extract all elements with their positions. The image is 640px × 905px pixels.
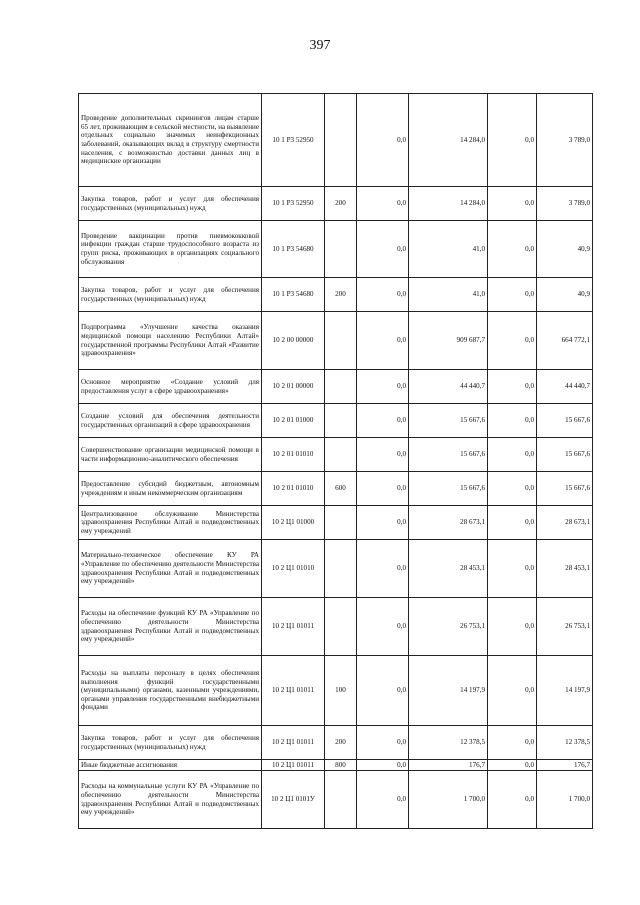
row-value-3: 0,0: [488, 404, 537, 438]
table-row: [79, 221, 593, 278]
row-value-1: 0,0: [357, 540, 409, 598]
row-code: 10 2 01 00000: [262, 370, 325, 404]
row-value-1: 0,0: [357, 656, 409, 726]
row-code: 10 1 P3 52950: [262, 94, 325, 187]
row-value-2: 15 667,6: [409, 404, 488, 438]
row-name: Предоставление субсидий бюджетным, автономным учреждениям и иным некоммерческим организациям: [79, 472, 262, 506]
row-expense-type: [325, 771, 357, 829]
row-value-4: 44 440,7: [537, 370, 593, 404]
row-value-3: 0,0: [488, 221, 537, 278]
row-expense-type: [325, 540, 357, 598]
row-code: 10 2 01 01010: [262, 472, 325, 506]
row-expense-type: 200: [325, 187, 357, 221]
row-name: Иные бюджетные ассигнования: [79, 760, 262, 771]
row-value-4: 40,9: [537, 278, 593, 312]
row-value-4: 15 667,6: [537, 438, 593, 472]
row-name: Проведение вакцинации против пневмококковой инфекции граждан старше трудоспособного возраста из групп риска, проживающих в организациях социального обслуживания: [79, 221, 262, 278]
table-row: [79, 94, 593, 187]
row-value-4: 28 673,1: [537, 506, 593, 540]
row-expense-type: 100: [325, 656, 357, 726]
row-value-1: 0,0: [357, 726, 409, 760]
row-code: 10 2 Ц1 01011: [262, 656, 325, 726]
row-value-2: 14 284,0: [409, 187, 488, 221]
row-code: 10 2 Ц1 01011: [262, 598, 325, 656]
row-name: Расходы на обеспечение функций КУ РА «Управление по обеспечению деятельности Министерства здравоохранения Республики Алтай и подведомственных ему учреждений»: [79, 598, 262, 656]
row-value-3: 0,0: [488, 370, 537, 404]
row-code: 10 2 01 01000: [262, 404, 325, 438]
row-value-2: 41,0: [409, 221, 488, 278]
row-value-2: 1 700,0: [409, 771, 488, 829]
row-expense-type: 200: [325, 726, 357, 760]
table-row: [79, 187, 593, 221]
row-value-1: 0,0: [357, 187, 409, 221]
row-value-3: 0,0: [488, 94, 537, 187]
row-value-2: 12 378,5: [409, 726, 488, 760]
row-code: 10 2 Ц1 0101У: [262, 771, 325, 829]
row-value-4: 26 753,1: [537, 598, 593, 656]
row-value-1: 0,0: [357, 472, 409, 506]
row-value-2: 14 197,9: [409, 656, 488, 726]
row-value-4: 15 667,6: [537, 472, 593, 506]
row-code: 10 2 Ц1 01011: [262, 726, 325, 760]
row-expense-type: 800: [325, 760, 357, 771]
row-name: Закупка товаров, работ и услуг для обеспечения государственных (муниципальных) нужд: [79, 726, 262, 760]
table-row: [79, 438, 593, 472]
row-value-3: 0,0: [488, 438, 537, 472]
table-row: [79, 472, 593, 506]
row-value-2: 44 440,7: [409, 370, 488, 404]
row-value-4: 15 667,6: [537, 404, 593, 438]
row-expense-type: 600: [325, 472, 357, 506]
row-value-1: 0,0: [357, 506, 409, 540]
row-value-3: 0,0: [488, 540, 537, 598]
row-value-4: 664 772,1: [537, 312, 593, 370]
row-value-4: 14 197,9: [537, 656, 593, 726]
row-code: 10 2 Ц1 01010: [262, 540, 325, 598]
row-value-3: 0,0: [488, 760, 537, 771]
row-value-3: 0,0: [488, 187, 537, 221]
row-expense-type: [325, 438, 357, 472]
row-value-3: 0,0: [488, 506, 537, 540]
row-code: 10 2 01 01010: [262, 438, 325, 472]
table-row: [79, 656, 593, 726]
row-value-3: 0,0: [488, 598, 537, 656]
row-name: Расходы на коммунальные услуги КУ РА «Управление по обеспечению деятельности Министерства здравоохранения Республики Алтай и подведомственных ему учреждений»: [79, 771, 262, 829]
row-value-1: 0,0: [357, 312, 409, 370]
table-body: [79, 94, 593, 829]
row-expense-type: [325, 221, 357, 278]
row-value-1: 0,0: [357, 370, 409, 404]
row-value-2: 15 667,6: [409, 438, 488, 472]
row-value-1: 0,0: [357, 221, 409, 278]
row-name: Расходы на выплаты персоналу в целях обеспечения выполнения функций государственными (муниципальными) органами, казенными учреждениями, органами управления государственными внебюджетными фондами: [79, 656, 262, 726]
row-code: 10 1 P3 52950: [262, 187, 325, 221]
row-expense-type: [325, 404, 357, 438]
row-code: 10 2 Ц1 01000: [262, 506, 325, 540]
row-value-2: 15 667,6: [409, 472, 488, 506]
row-name: Основное мероприятие «Создание условий для предоставления услуг в сфере здравоохранения»: [79, 370, 262, 404]
table-row: [79, 312, 593, 370]
row-name: Подпрограмма «Улучшение качества оказания медицинской помощи населению Республики Алтай» государственной программы Республики Алтай «Развитие здравоохранения»: [79, 312, 262, 370]
row-value-3: 0,0: [488, 656, 537, 726]
row-value-1: 0,0: [357, 760, 409, 771]
row-value-1: 0,0: [357, 438, 409, 472]
row-value-4: 176,7: [537, 760, 593, 771]
row-value-2: 14 284,0: [409, 94, 488, 187]
row-value-1: 0,0: [357, 771, 409, 829]
page-number: 397: [309, 38, 331, 53]
row-value-4: 40,9: [537, 221, 593, 278]
row-value-2: 28 453,1: [409, 540, 488, 598]
row-value-1: 0,0: [357, 598, 409, 656]
row-value-4: 3 789,0: [537, 187, 593, 221]
row-code: 10 1 P3 54680: [262, 278, 325, 312]
row-value-2: 176,7: [409, 760, 488, 771]
row-name: Создание условий для обеспечения деятельности государственных организаций в сфере здравоохранения: [79, 404, 262, 438]
row-name: Совершенствование организации медицинской помощи в части информационно-аналитического обеспечения: [79, 438, 262, 472]
table-row: [79, 726, 593, 760]
row-value-3: 0,0: [488, 278, 537, 312]
row-name: Материально-техническое обеспечение КУ РА «Управление по обеспечению деятельности Министерства здравоохранения Республики Алтай и подведомственных ему учреждений»: [79, 540, 262, 598]
row-name: Закупка товаров, работ и услуг для обеспечения государственных (муниципальных) нужд: [79, 187, 262, 221]
table-row: [79, 404, 593, 438]
table-row: [79, 278, 593, 312]
table-row: [79, 506, 593, 540]
row-name: Закупка товаров, работ и услуг для обеспечения государственных (муниципальных) нужд: [79, 278, 262, 312]
row-code: 10 2 Ц1 01011: [262, 760, 325, 771]
row-name: Централизованное обслуживание Министерства здравоохранения Республики Алтай и подведомственных ему учреждений: [79, 506, 262, 540]
row-value-2: 28 673,1: [409, 506, 488, 540]
row-value-4: 1 700,0: [537, 771, 593, 829]
table-row: [79, 598, 593, 656]
table-row: [79, 540, 593, 598]
table-row: [79, 760, 593, 771]
row-code: 10 1 P3 54680: [262, 221, 325, 278]
row-value-1: 0,0: [357, 278, 409, 312]
row-expense-type: [325, 370, 357, 404]
row-value-4: 3 789,0: [537, 94, 593, 187]
row-expense-type: [325, 312, 357, 370]
row-expense-type: [325, 598, 357, 656]
row-value-3: 0,0: [488, 726, 537, 760]
row-expense-type: 200: [325, 278, 357, 312]
table-row: [79, 771, 593, 829]
row-value-1: 0,0: [357, 404, 409, 438]
row-value-4: 12 378,5: [537, 726, 593, 760]
row-value-2: 41,0: [409, 278, 488, 312]
row-value-3: 0,0: [488, 771, 537, 829]
row-value-3: 0,0: [488, 312, 537, 370]
budget-table: [78, 93, 593, 829]
row-value-4: 28 453,1: [537, 540, 593, 598]
row-value-1: 0,0: [357, 94, 409, 187]
row-expense-type: [325, 94, 357, 187]
table-row: [79, 370, 593, 404]
row-value-2: 909 687,7: [409, 312, 488, 370]
row-value-2: 26 753,1: [409, 598, 488, 656]
row-expense-type: [325, 506, 357, 540]
row-code: 10 2 00 00000: [262, 312, 325, 370]
row-value-3: 0,0: [488, 472, 537, 506]
row-name: Проведение дополнительных скринингов лицам старше 65 лет, проживающим в сельской местности, на выявление отдельных социально значимых неинфекционных заболеваний, оказывающих вклад в структуру смертности населения, с возможностью доставки данных лиц в медицинские организации: [79, 94, 262, 187]
